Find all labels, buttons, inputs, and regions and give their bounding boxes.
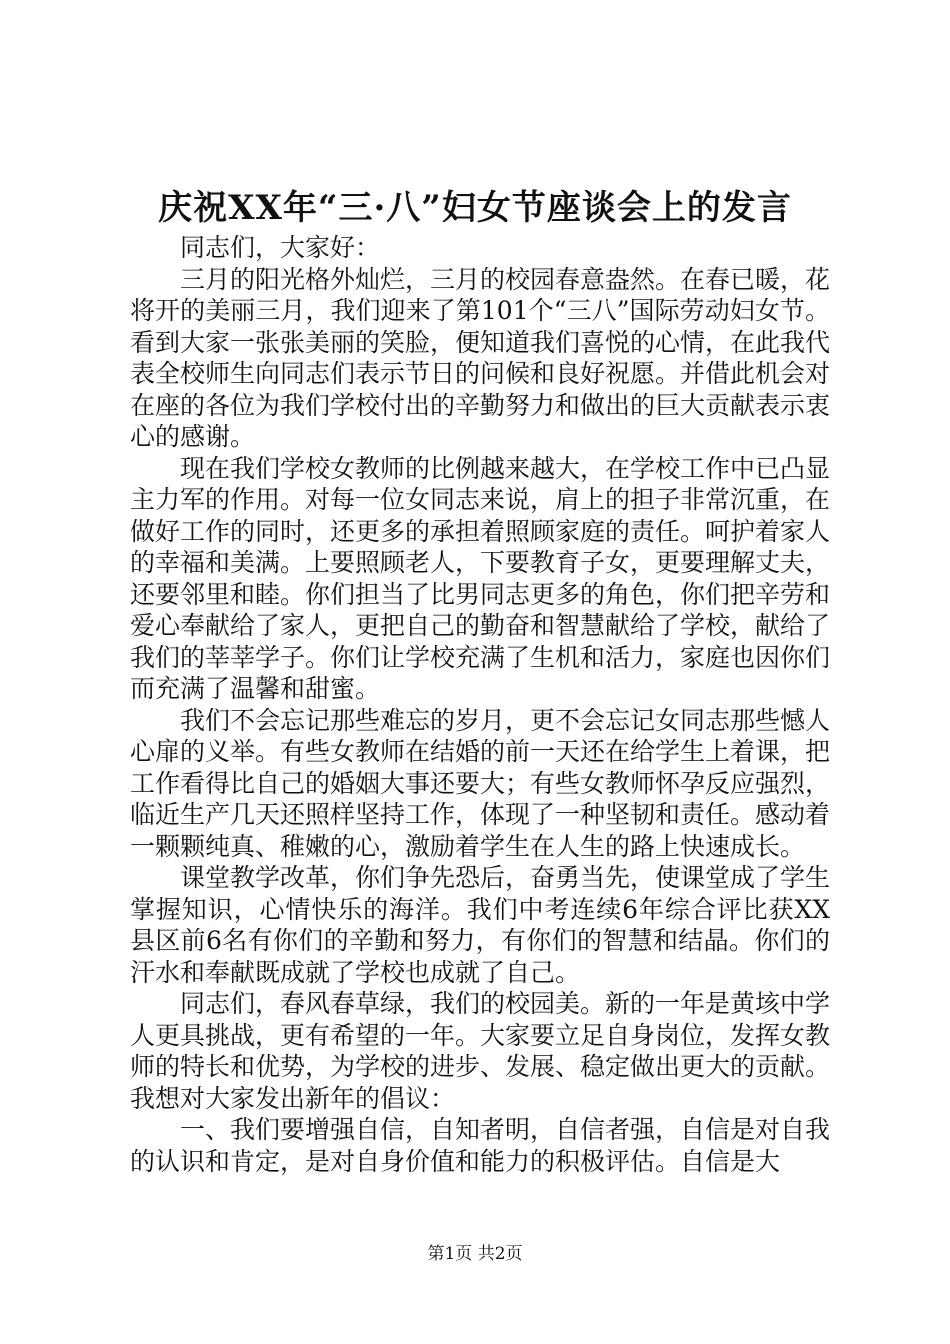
- page-number-footer: 第1页 共2页: [427, 1244, 523, 1264]
- paragraph: 课堂教学改革，你们争先恐后，奋勇当先，使课堂成了学生掌握知识，心情快乐的海洋。我们中考连续6年综合评比获XX县区前6名有你们的辛勤和努力，有你们的智慧和结晶。你们的汗水和奉献既成就了学校也成就了自己。: [130, 863, 831, 987]
- paragraph: 三月的阳光格外灿烂，三月的校园春意盎然。在春已暖，花将开的美丽三月，我们迎来了第101个“三八”国际劳动妇女节。看到大家一张张美丽的笑脸，便知道我们喜悦的心情，在此我代表全校师生向同志们表示节日的问候和良好祝愿。并借此机会对在座的各位为我们学校付出的辛勤努力和做出的巨大贡献表示衷心的感谢。: [130, 264, 831, 451]
- document-title: 庆祝XX年“三·八”妇女节座谈会上的发言: [158, 188, 792, 228]
- paragraph-greeting: 同志们，大家好：: [180, 233, 381, 262]
- paragraph: 我们不会忘记那些难忘的岁月，更不会忘记女同志那些憾人心扉的义举。有些女教师在结婚的前一天还在给学生上着课，把工作看得比自己的婚姻大事还要大；有些女教师怀孕反应强烈，临近生产几天还照样坚持工作，体现了一种坚韧和责任。感动着一颗颗纯真、稚嫩的心，激励着学生在人生的路上快速成长。: [130, 705, 831, 861]
- paragraph: 现在我们学校女教师的比例越来越大，在学校工作中已凸显主力军的作用。对每一位女同志来说，肩上的担子非常沉重，在做好工作的同时，还更多的承担着照顾家庭的责任。呵护着家人的幸福和美满。上要照顾老人，下要教育子女，更要理解丈夫，还要邻里和睦。你们担当了比男同志更多的角色，你们把辛劳和爱心奉献给了家人，更把自己的勤奋和智慧献给了学校，献给了我们的莘莘学子。你们让学校充满了生机和活力，家庭也因你们而充满了温馨和甜蜜。: [130, 453, 831, 703]
- paragraph: 一、我们要增强自信，自知者明，自信者强，自信是对自我的认识和肯定，是对自身价值和能力的积极评估。自信是大: [130, 1115, 831, 1176]
- paragraph: 同志们，春风春草绿，我们的校园美。新的一年是黄垓中学人更具挑战，更有希望的一年。大家要立足自身岗位，发挥女教师的特长和优势，为学校的进步、发展、稳定做出更大的贡献。我想对大家发出新年的倡议：: [130, 989, 831, 1113]
- document-body: [130, 232, 830, 1177]
